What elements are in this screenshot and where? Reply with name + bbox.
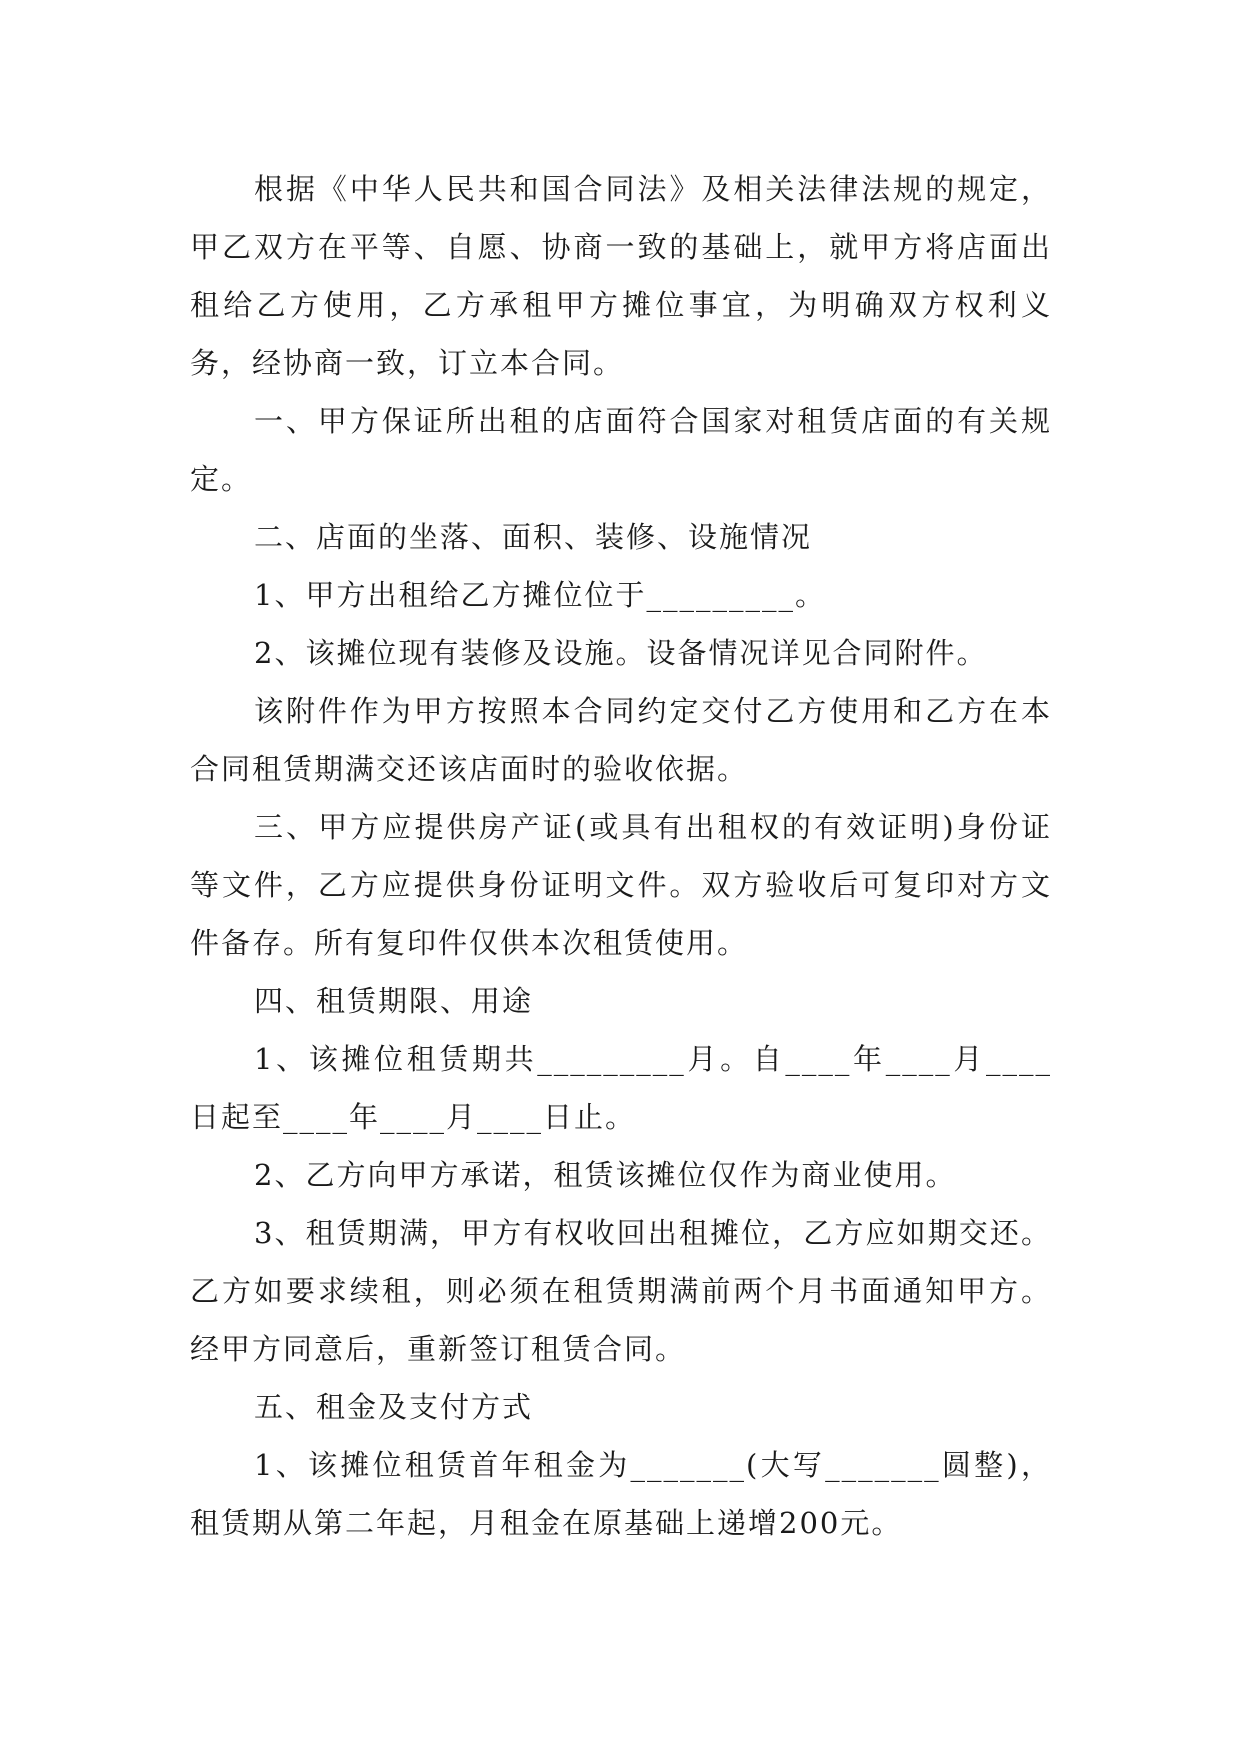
paragraph-clause-2-attachment: 该附件作为甲方按照本合同约定交付乙方使用和乙方在本合同租赁期满交还该店面时的验收依据。 — [190, 694, 1052, 786]
paragraph-preamble: 根据《中华人民共和国合同法》及相关法律法规的规定，甲乙双方在平等、自愿、协商一致的基础上，就甲方将店面出租给乙方使用，乙方承租甲方摊位事宜，为明确双方权利义务，经协商一致，订立本合同。 — [190, 172, 1052, 380]
contract-body — [190, 160, 1052, 1552]
paragraph-clause-1: 一、甲方保证所出租的店面符合国家对租赁店面的有关规定。 — [190, 404, 1052, 496]
paragraph-clause-5-item-1: 1、该摊位租赁首年租金为_______(大写_______圆整)，租赁期从第二年起，月租金在原基础上递增200元。 — [190, 1448, 1052, 1540]
paragraph-clause-2-heading: 二、店面的坐落、面积、装修、设施情况 — [254, 520, 813, 554]
paragraph-clause-2-item-2: 2、该摊位现有装修及设施。设备情况详见合同附件。 — [254, 636, 988, 670]
paragraph-clause-2-item-1: 1、甲方出租给乙方摊位位于_________。 — [254, 578, 826, 612]
paragraph-clause-4-item-3: 3、租赁期满，甲方有权收回出租摊位，乙方应如期交还。乙方如要求续租，则必须在租赁期满前两个月书面通知甲方。经甲方同意后，重新签订租赁合同。 — [190, 1216, 1052, 1366]
paragraph-clause-4-heading: 四、租赁期限、用途 — [254, 984, 534, 1018]
paragraph-clause-5-heading: 五、租金及支付方式 — [254, 1390, 534, 1424]
paragraph-clause-4-item-2: 2、乙方向甲方承诺，租赁该摊位仅作为商业使用。 — [254, 1158, 957, 1192]
paragraph-clause-4-item-1: 1、该摊位租赁期共_________月。自____年____月____日起至____年____月____日止。 — [190, 1042, 1052, 1134]
paragraph-clause-3: 三、甲方应提供房产证(或具有出租权的有效证明)身份证等文件，乙方应提供身份证明文件。双方验收后可复印对方文件备存。所有复印件仅供本次租赁使用。 — [190, 810, 1052, 960]
